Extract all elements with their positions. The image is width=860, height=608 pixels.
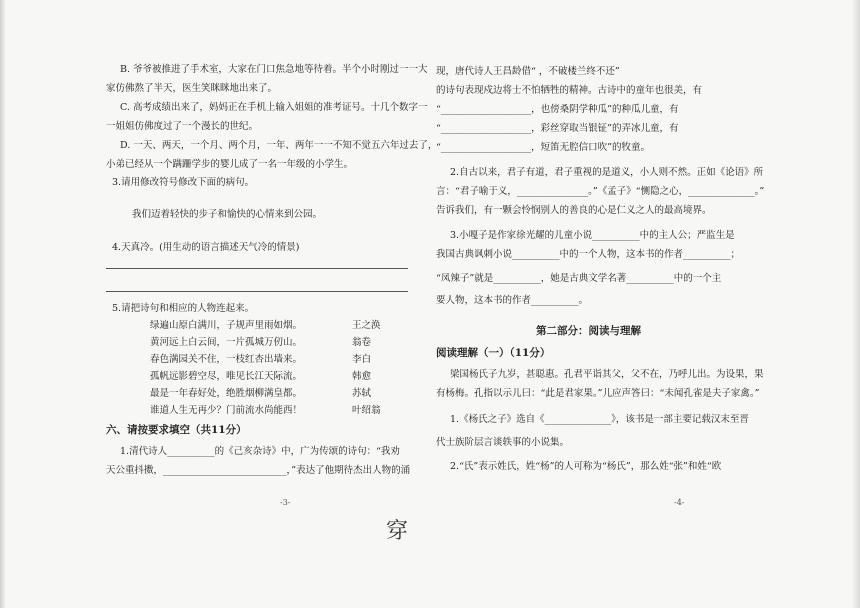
option-d-line1: D. 一天、两天，一个月、两个月，一年、两年一一不知不觉五六年过去了， — [120, 140, 438, 151]
right-line-4: “___________________，彩丝穿取当银钲”的弄冰儿童，有 — [436, 123, 679, 134]
section-6-heading: 六、请按要求填空（共11分） — [106, 424, 247, 436]
right-q2-line3: 告诉我们，有一颗会怜悯别人的善良的心是仁义之人的最高境界。 — [436, 205, 712, 216]
question-3-sentence: 我们迈着轻快的步子和愉快的心情来到公园。 — [132, 209, 323, 220]
reading-q1-line2: 代士族阶层言谈轶事的小说集。 — [436, 437, 570, 448]
right-q2-line1: 2.自古以来，君子有道，君子重视的是道义，小人则不然。正如《论语》所 — [450, 167, 764, 178]
passage-line2: 有杨梅。孔指以示儿曰：“此是君家果。”儿应声答曰：“未闻孔雀是夫子家禽。” — [436, 388, 760, 399]
poem-verse: 谁道人生无再少？门前流水尚能西！ — [150, 405, 303, 416]
option-b-line1: B. 爷爷被推进了手术室，大家在门口焦急地等待着。半个小时刚过一一大 — [120, 64, 428, 75]
section-6-q1-line1: 1.清代诗人__________的《己亥杂诗》中，广为传颂的诗句：“我劝 — [120, 446, 400, 457]
section-6-q1-line2: 天公重抖擞，__________________________，”表达了他期待杰出人物的涌 — [106, 465, 411, 476]
reading-q2-line1: 2.“氏”表示姓氏，姓“杨”的人可称为“杨氏”，那么姓“张”和姓“欧 — [450, 461, 722, 472]
option-b-line2: 家仿佛熬了半天，医生笑眯眯地出来了。 — [106, 83, 278, 94]
poem-verse: 黄河远上白云间，一片孤城万仞山。 — [150, 337, 303, 348]
option-d-line2: 小弟已经从一个蹒跚学步的婴儿成了一名一年级的小学生。 — [106, 159, 354, 170]
option-c-line2: 一姐姐仿佛度过了一个漫长的世纪。 — [106, 121, 259, 132]
right-line-2: 的诗句表现戍边将士不怕牺牲的精神。古诗中的童年也很美，有 — [436, 85, 703, 96]
right-q3-line4: 要人物，这本书的作者__________。 — [436, 295, 589, 306]
option-c-line1: C. 高考成绩出来了，妈妈正在手机上输入姐姐的准考证号。十几个数字一 — [120, 102, 428, 113]
right-line-5: “___________________，短笛无腔信口吹”的牧童。 — [436, 142, 650, 153]
handwritten-mark: 穿 — [386, 519, 409, 544]
right-line-1: 现，唐代诗人王昌龄借“ ，不破楼兰终不还” — [436, 66, 620, 77]
right-page — [430, 0, 860, 608]
question-4: 4.天真冷。(用生动的语言描述天气冷的情景) — [112, 242, 300, 253]
poet-name: 王之涣 — [352, 320, 381, 331]
right-line-3: “___________________，也傍桑阴学种瓜”的种瓜儿童，有 — [436, 104, 679, 115]
answer-line — [106, 268, 408, 269]
poem-verse: 孤帆远影碧空尽，唯见长江天际流。 — [150, 371, 303, 382]
poet-name: 苏轼 — [352, 388, 372, 399]
question-3: 3.请用修改符号修改下面的病句。 — [112, 177, 255, 188]
poet-name: 韩愈 — [352, 371, 372, 382]
answer-line — [106, 291, 408, 292]
right-q3-line2: 我国古典讽刺小说__________中的一个人物，这本书的作者__________； — [436, 249, 741, 260]
right-q3-line1: 3.小嘎子是作家徐光耀的儿童小说__________中的主人公；严监生是 — [450, 230, 735, 241]
poet-name: 叶绍翁 — [352, 405, 381, 416]
right-q2-line2: 言：“君子喻于义，_______________。”《孟子》“恻隐之心，______________。” — [436, 186, 765, 197]
poem-verse: 最是一年春好处，绝胜烟柳满皇都。 — [150, 388, 303, 399]
part-2-heading: 第二部分：阅读与理解 — [536, 325, 641, 337]
reading-1-heading: 阅读理解（一）（11分） — [436, 347, 551, 359]
poet-name: 李白 — [352, 354, 372, 365]
poem-verse: 春色满园关不住，一枝红杏出墙来。 — [150, 354, 303, 365]
reading-q1-line1: 1.《杨氏之子》选自《______________》，该书是一部主要记载汉末至晋 — [450, 414, 749, 425]
poem-verse: 绿遍山原白满川，子规声里雨如烟。 — [150, 320, 303, 331]
page-number: -4- — [674, 498, 685, 507]
passage-line1: 梁国杨氏子九岁，甚聪惠。孔君平诣其父，父不在，乃呼儿出。为设果，果 — [450, 369, 764, 380]
page-number: -3- — [280, 498, 291, 507]
poet-name: 翁卷 — [352, 337, 372, 348]
right-q3-line3: “凤辣子”就是__________，她是古典文学名著__________中的一个主 — [436, 273, 722, 284]
question-5: 5.请把诗句和相应的人物连起来。 — [112, 303, 255, 314]
